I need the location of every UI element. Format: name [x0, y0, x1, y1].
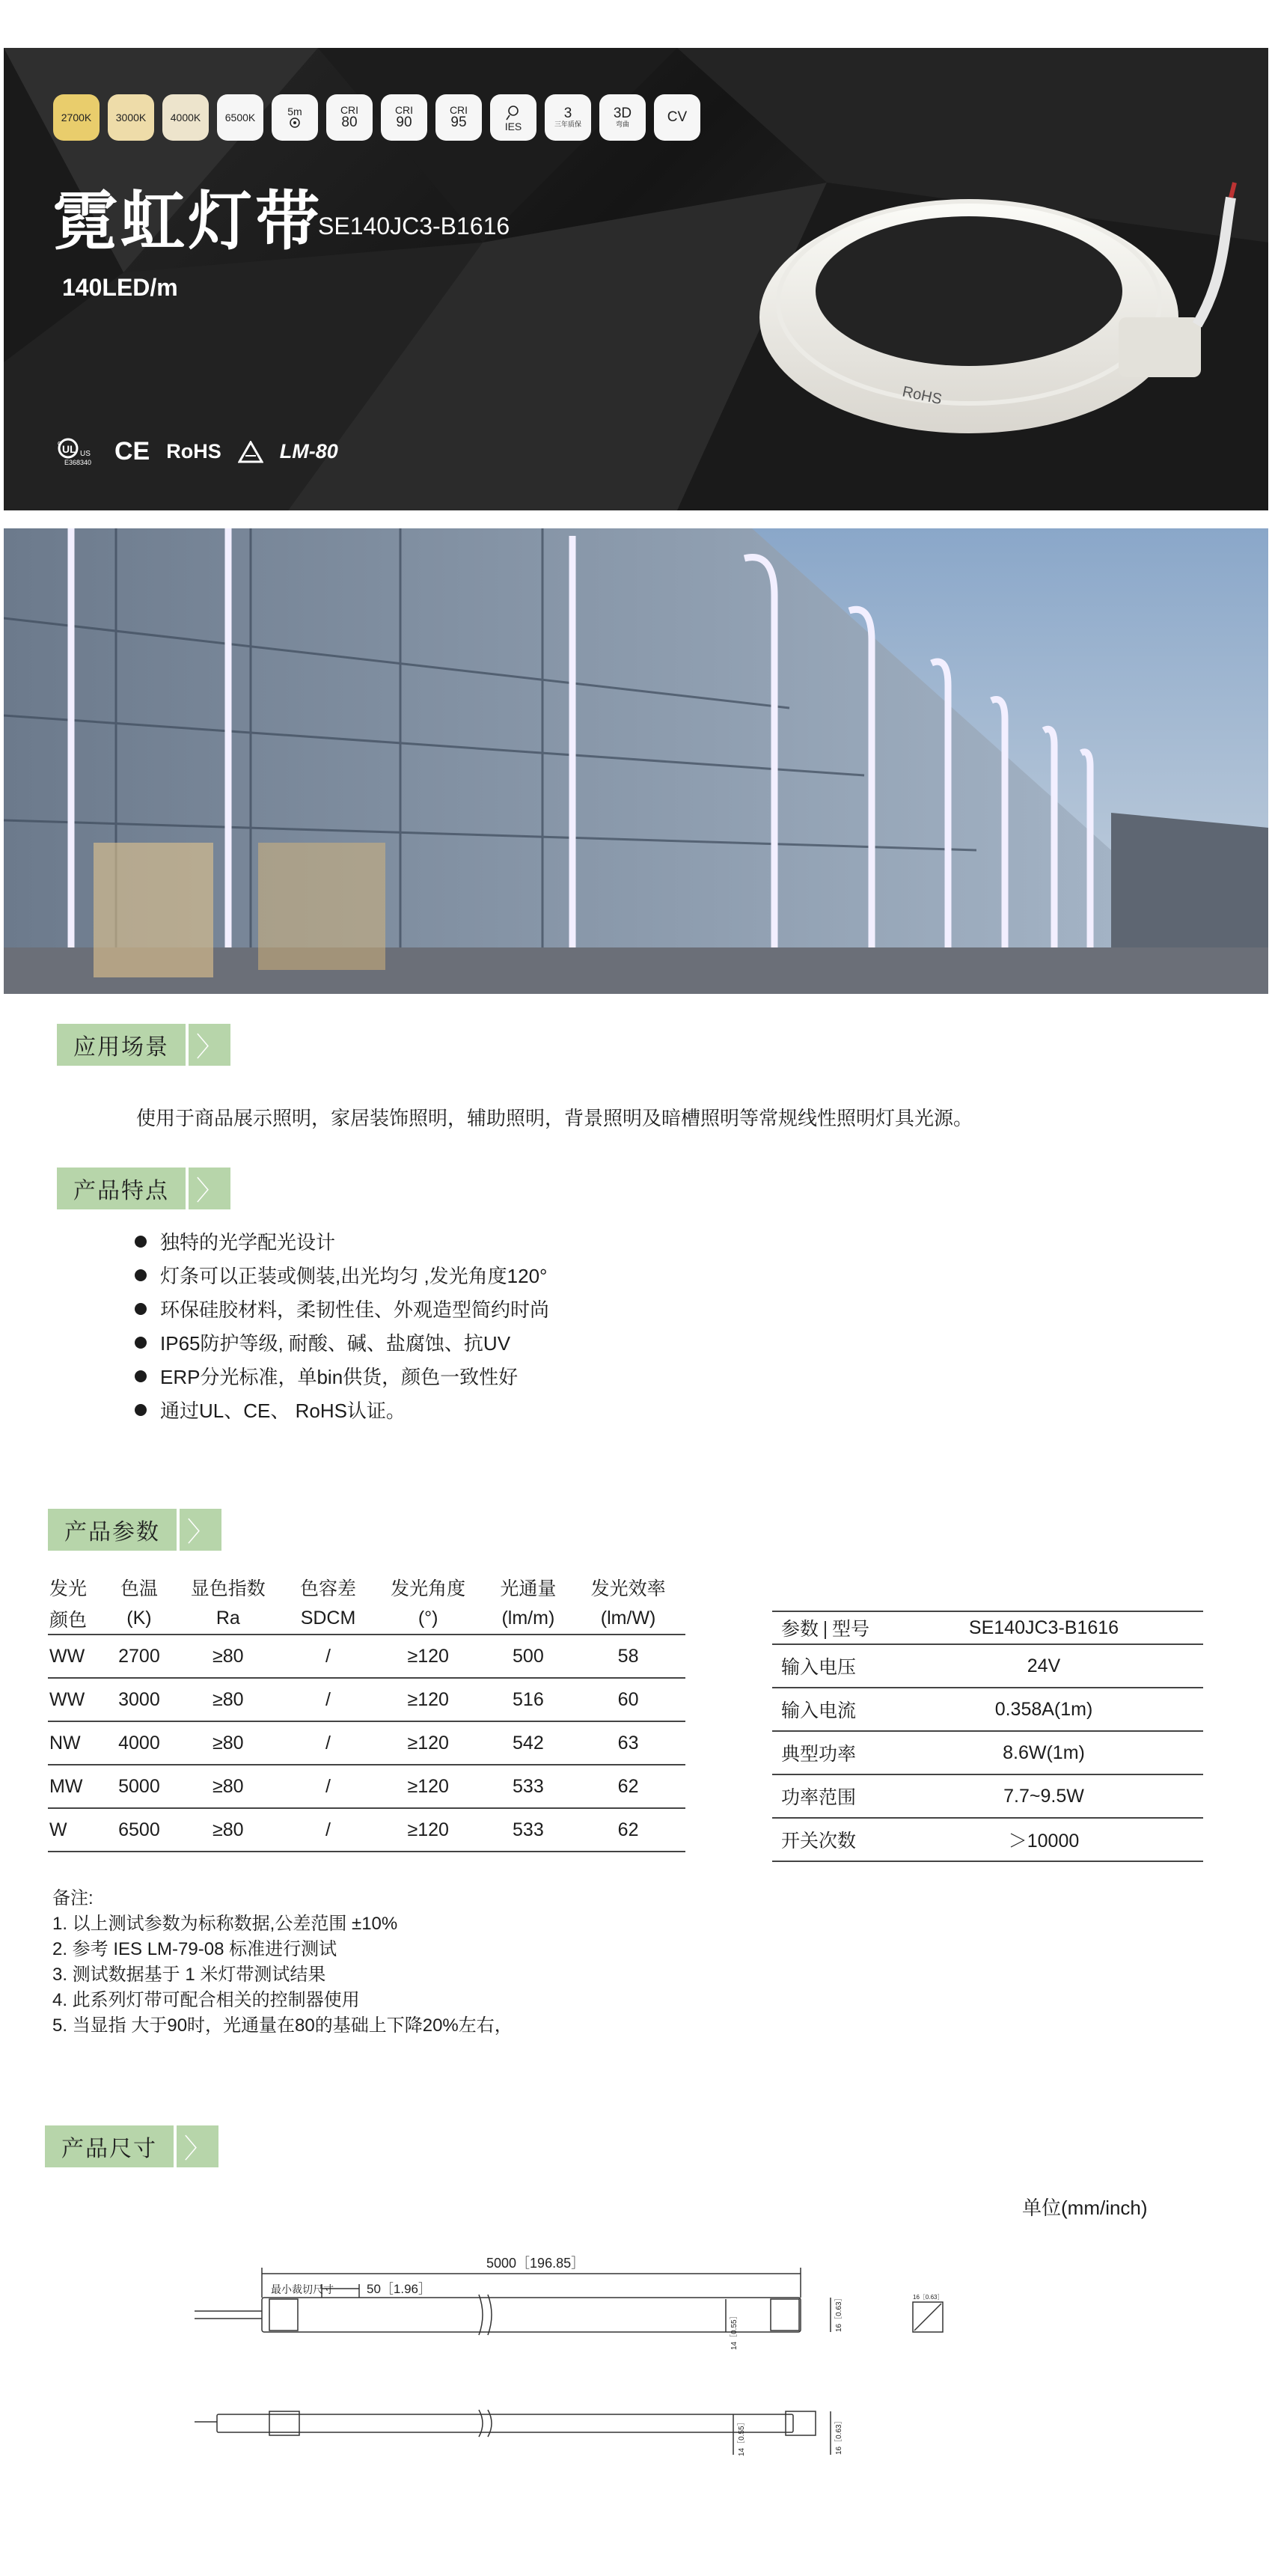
- badge-4000k: 4000K: [162, 94, 209, 141]
- parameter-table: [48, 1572, 685, 1852]
- list-item: IP65防护等级, 耐酸、碱、盐腐蚀、抗UV: [135, 1325, 549, 1359]
- neon-strip-reel-image: [744, 130, 1238, 482]
- badge-cri-95: CRI 95: [435, 94, 482, 141]
- application-description: 使用于商品展示照明，家居装饰照明，辅助照明，背景照明及暗槽照明等常规线性照明灯具光源。: [136, 1107, 973, 1129]
- badge-2700k: 2700K: [53, 94, 100, 141]
- header-divider: [825, 1621, 826, 1639]
- list-item: 灯条可以正装或侧装,出光均匀 ,发光角度120°: [135, 1258, 549, 1292]
- table-row: W 6500 ≥80 / ≥120 533 62: [48, 1808, 685, 1852]
- notes-title: 备注:: [52, 1888, 94, 1908]
- badge-5m: 5m: [272, 94, 318, 141]
- note-item: 5. 当显指 大于90时，光通量在80的基础上下降20%左右，: [52, 2015, 513, 2036]
- ce-cert-logo: CE: [114, 437, 150, 466]
- badge-cri-80: CRI 80: [326, 94, 373, 141]
- notes: [52, 1886, 513, 2039]
- badge-cv: CV: [654, 94, 700, 141]
- electrical-spec-table: [772, 1611, 1203, 1862]
- unit-label: 单位(mm/inch): [1022, 2197, 1148, 2219]
- badge-6500k: 6500K: [217, 94, 263, 141]
- ies-lamp-icon: [504, 103, 522, 121]
- led-density: 140LED/m: [62, 274, 178, 301]
- svg-text:UL: UL: [62, 442, 76, 455]
- svg-text:5000［196.85］: 5000［196.85］: [486, 2256, 585, 2271]
- reel-icon: [289, 117, 301, 129]
- table-row: 输入电流 0.358A(1m): [772, 1688, 1203, 1731]
- svg-text:16［0.63］: 16［0.63］: [835, 2417, 843, 2455]
- rohs-cert-logo: RoHS: [166, 440, 221, 463]
- feature-list: [135, 1224, 549, 1426]
- badge-3d-bend: 3D 弯曲: [599, 94, 646, 141]
- chevron-right-icon: 〉: [177, 2125, 218, 2167]
- section-header-params: 产品参数 〉: [48, 1509, 221, 1551]
- list-item: 独特的光学配光设计: [135, 1224, 549, 1258]
- table-header-row: 颜色 (K) Ra SDCM (°) (lm/m) (lm/W): [49, 1608, 656, 1631]
- chevron-right-icon: 〉: [180, 1509, 221, 1551]
- svg-text:c: c: [58, 439, 61, 447]
- list-item: 环保硅胶材料，柔韧性佳、外观造型简约时尚: [135, 1292, 549, 1325]
- svg-text:US: US: [80, 449, 91, 458]
- feature-badges: [53, 94, 700, 141]
- section-header-features: 产品特点 〉: [57, 1168, 230, 1209]
- svg-text:最小裁切尺寸: 最小裁切尺寸: [271, 2283, 334, 2295]
- section-header-dimensions: 产品尺寸 〉: [45, 2125, 218, 2167]
- table-header-row: 发光 色温 显色指数 色容差 发光角度 光通量 发光效率: [49, 1578, 666, 1599]
- section-header-application: 应用场景 〉: [57, 1024, 230, 1066]
- table-header-row: 参数 型号 SE140JC3-B1616: [772, 1611, 1203, 1644]
- note-item: 2. 参考 IES LM-79-08 标准进行测试: [52, 1939, 337, 1959]
- table-row: 功率范围 7.7~9.5W: [772, 1774, 1203, 1818]
- list-item: 通过UL、CE、 RoHS认证。: [135, 1393, 549, 1426]
- table-row: WW 3000 ≥80 / ≥120 516 60: [48, 1678, 685, 1721]
- svg-text:14［0.55］: 14［0.55］: [738, 2418, 746, 2456]
- hero-banner: [4, 48, 1268, 510]
- table-row: 开关次数 ＞10000: [772, 1818, 1203, 1861]
- lm80-cert-logo: LM-80: [279, 440, 338, 463]
- note-item: 1. 以上测试参数为标称数据,公差范围 ±10%: [52, 1914, 398, 1934]
- table-row: NW 4000 ≥80 / ≥120 542 63: [48, 1721, 685, 1765]
- chevron-right-icon: 〉: [189, 1024, 230, 1066]
- badge-cri-90: CRI 90: [381, 94, 427, 141]
- badge-3000k: 3000K: [108, 94, 154, 141]
- badge-ies: IES: [490, 94, 536, 141]
- ul-cert-logo: UL US c E368340: [58, 439, 92, 466]
- svg-text:50［1.96］: 50［1.96］: [367, 2282, 431, 2296]
- product-model: SE140JC3-B1616: [318, 213, 510, 239]
- svg-text:14［0.55］: 14［0.55］: [730, 2312, 739, 2350]
- product-title: 霓虹灯带: [53, 186, 322, 257]
- table-row: 典型功率 8.6W(1m): [772, 1731, 1203, 1774]
- table-row: 输入电压 24V: [772, 1644, 1203, 1688]
- table-row: MW 5000 ≥80 / ≥120 533 62: [48, 1765, 685, 1808]
- svg-text:16［0.63］: 16［0.63］: [835, 2294, 843, 2332]
- application-photo: [4, 528, 1268, 994]
- list-item: ERP分光标准，单bin供货，颜色一致性好: [135, 1359, 549, 1393]
- dimension-drawing: [187, 2238, 980, 2485]
- note-item: 3. 测试数据基于 1 米灯带测试结果: [52, 1965, 326, 1985]
- svg-text:16［0.63］: 16［0.63］: [913, 2294, 944, 2301]
- note-item: 4. 此系列灯带可配合相关的控制器使用: [52, 1990, 360, 2010]
- tuv-triangle-icon: [238, 441, 263, 463]
- certification-logos: [58, 437, 338, 466]
- chevron-right-icon: 〉: [189, 1168, 230, 1209]
- table-row: WW 2700 ≥80 / ≥120 500 58: [48, 1635, 685, 1678]
- svg-text:RoHS: RoHS: [900, 383, 944, 408]
- badge-3-year-warranty: 3 三年质保: [545, 94, 591, 141]
